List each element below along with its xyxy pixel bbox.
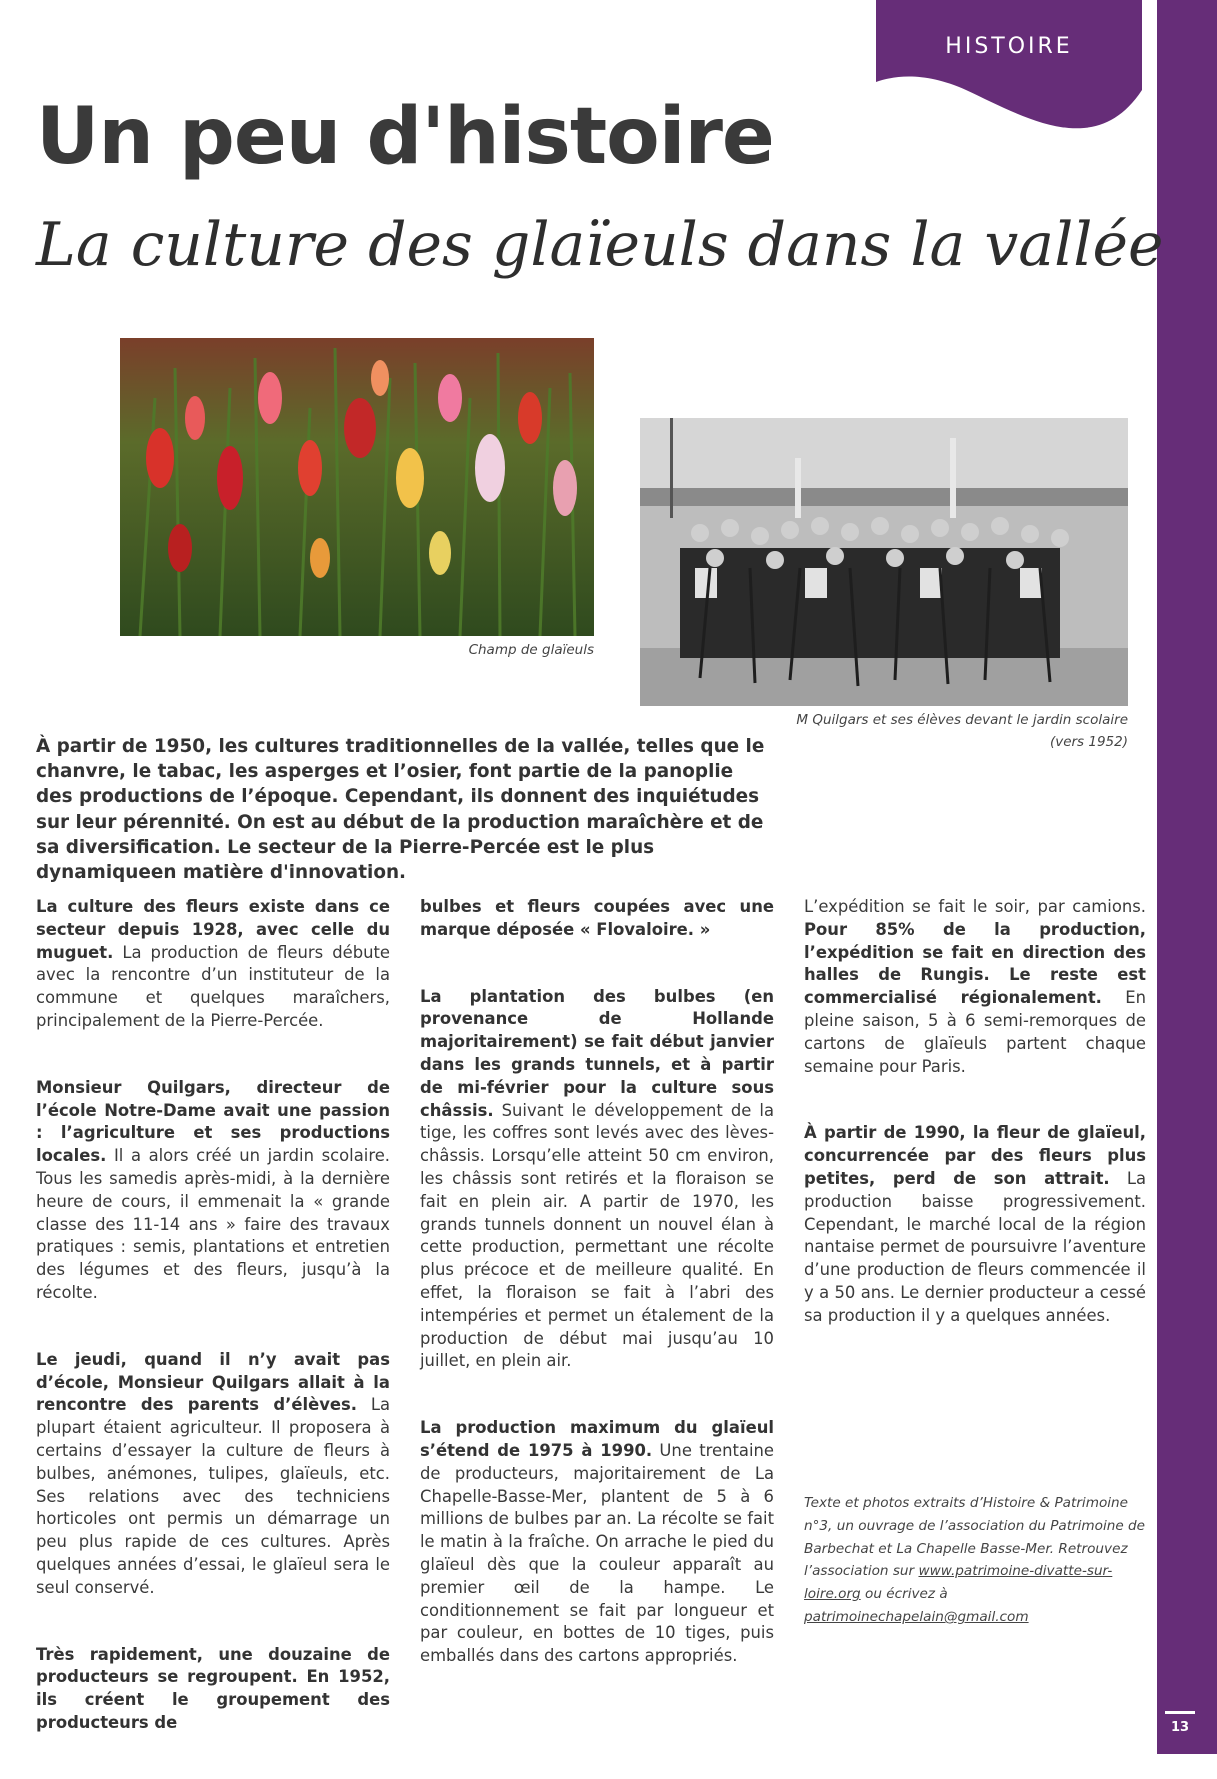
caption-school-garden bbox=[760, 710, 1128, 753]
paragraph bbox=[36, 1644, 390, 1735]
section-tab-shape bbox=[876, 0, 1142, 140]
intro-paragraph: À partir de 1950, les cultures traditionnelles de la vallée, telles que le chanvre, le tabac, les asperges et l’osier, font partie de la panoplie des productions de l’époque. Cependant, ils donnent des inquiétudes sur leur pérennité. On est au début de la production maraîchère et de sa diversification. Le secteur de la Pierre-Percée est le plus dynamiqueen matière d'innovation. bbox=[36, 736, 765, 884]
paragraph-text: La production baisse progressivement. Cependant, le marché local de la région nantaise permet de poursuivre l’aventure d’une production de fleurs commencée il y a 50 ans. Le dernier producteur a cessé sa production il y a quelques années. bbox=[804, 1168, 1146, 1325]
page-subtitle: La culture des glaïeuls dans la vallée bbox=[36, 210, 1164, 280]
credits-text: Texte et photos extraits d’Histoire & Patrimoine n°3, un ouvrage de l’association du Patrimoine de Barbechat et La Chapelle Basse-Mer. Retrouvez l’association sur bbox=[804, 1495, 1146, 1580]
paragraph bbox=[420, 896, 774, 942]
paragraph bbox=[36, 1349, 390, 1600]
paragraph-lead-bold: Très rapidement, une douzaine de producteurs se regroupent. En 1952, ils créent le groupement des producteurs de bbox=[36, 1644, 390, 1732]
caption-gladiolus-field: Champ de glaïeuls bbox=[468, 642, 594, 658]
paragraph bbox=[420, 986, 774, 1374]
paragraph-text: La production de fleurs débute avec la rencontre d’un instituteur de la commune et quelques maraîchers, principalement de la Pierre-Percée. bbox=[36, 942, 390, 1030]
email-link[interactable]: patrimoinechapelain@gmail.com bbox=[804, 1609, 1029, 1626]
paragraph-lead-bold: À partir de 1990, la fleur de glaïeul, concurrencée par des fleurs plus petites, perd de son attrait. bbox=[804, 1123, 1146, 1188]
paragraph-lead-bold: Le jeudi, quand il n’y avait pas d’école, Monsieur Quilgars allait à la rencontre des parents d’élèves. bbox=[36, 1349, 390, 1415]
text-column-3 bbox=[804, 896, 1146, 1372]
section-tab-label: HISTOIRE bbox=[945, 34, 1073, 59]
paragraph-lead: L’expédition se fait le soir, par camions. bbox=[804, 897, 1146, 916]
website-link[interactable]: www.patrimoine-divatte-sur-loire.org bbox=[804, 1563, 1113, 1603]
paragraph-lead-bold: La production maximum du glaïeul s’étend de 1975 à 1990. bbox=[420, 1418, 774, 1460]
paragraph-lead-bold: bulbes et fleurs coupées avec une marque déposée « Flovaloire. » bbox=[420, 897, 774, 939]
paragraph-text: La plupart étaient agriculteur. Il proposera à certains d’essayer la culture de fleurs à bulbes, anémones, tulipes, glaïeuls, etc. Ses relations avec des techniciens horticoles ont permis un démarrage un peu plus rapide de ces cultures. Après quelques années d’essai, le glaïeul sera le seul conservé. bbox=[36, 1395, 390, 1597]
source-credits bbox=[804, 1492, 1150, 1629]
paragraph-lead-bold: La plantation des bulbes (en provenance de Hollande majoritairement) se fait début janvier dans les grands tunnels, et à partir de mi-février pour la culture sous châssis. bbox=[420, 986, 774, 1120]
paragraph bbox=[804, 1122, 1146, 1327]
photo-gladiolus-field bbox=[120, 338, 594, 636]
photo-school-garden bbox=[640, 418, 1128, 706]
caption-school-line2: (vers 1952) bbox=[1049, 733, 1128, 750]
paragraph-text: Une trentaine de producteurs, majoritairement de La Chapelle-Basse-Mer, plantent de 5 à 6 millions de bulbes par an. La récolte se fait le matin à la fraîche. On arrache le pied du glaïeul dès que la couleur apparaît au premier œil de la hampe. Le conditionnement se fait par longueur et par couleur, en bottes de 10 tiges, puis emballés dans des cartons appropriés. bbox=[420, 1440, 774, 1666]
paragraph bbox=[804, 896, 1146, 1078]
text-column-1 bbox=[36, 896, 390, 1779]
purple-side-band bbox=[1157, 0, 1217, 1754]
paragraph bbox=[36, 1077, 390, 1305]
page-title: Un peu d'histoire bbox=[36, 92, 774, 182]
paragraph-lead-bold: La culture des fleurs existe dans ce secteur depuis 1928, avec celle du muguet. bbox=[36, 897, 390, 962]
page-number-rule bbox=[1165, 1711, 1195, 1714]
paragraph-text: Il a alors créé un jardin scolaire. Tous les samedis après-midi, à la dernière heure de cours, il emmenait la « grande classe des 11-14 ans » faire des travaux pratiques : semis, plantations et entretien des légumes et des fleurs, jusqu’à la récolte. bbox=[36, 1146, 390, 1302]
paragraph-lead-bold: Monsieur Quilgars, directeur de l’école Notre-Dame avait une passion : l’agriculture et ses productions locales. bbox=[36, 1077, 390, 1166]
paragraph-text: Suivant le développement de la tige, les coffres sont levés avec des lèves-châssis. Lorsqu’elle atteint 50 cm environ, les châssis sont retirés et la floraison se fait en plein air. A partir de 1970, les grands tunnels donnent un nouvel élan à cette production, permettant une récolte plus précoce et de meilleure qualité. En effet, la floraison se fait à l’abri des intempéries et permet un étalement de la production de début mai jusqu’au 10 juillet, en plein air. bbox=[420, 1100, 774, 1371]
caption-school-line1: M Quilgars et ses élèves devant le jardin scolaire bbox=[796, 712, 1128, 728]
paragraph bbox=[420, 1417, 774, 1668]
paragraph bbox=[36, 896, 390, 1033]
credits-text-2: ou écrivez à bbox=[860, 1586, 948, 1603]
text-column-2 bbox=[420, 896, 774, 1712]
page-number: 13 bbox=[1170, 1720, 1190, 1735]
paragraph-text: En pleine saison, 5 à 6 semi-remorques de cartons de glaïeuls partent chaque semaine pour Paris. bbox=[804, 988, 1146, 1076]
paragraph-lead-bold: Pour 85% de la production, l’expédition se fait en direction des halles de Rungis. Le reste est commercialisé régionalement. bbox=[804, 919, 1146, 1008]
